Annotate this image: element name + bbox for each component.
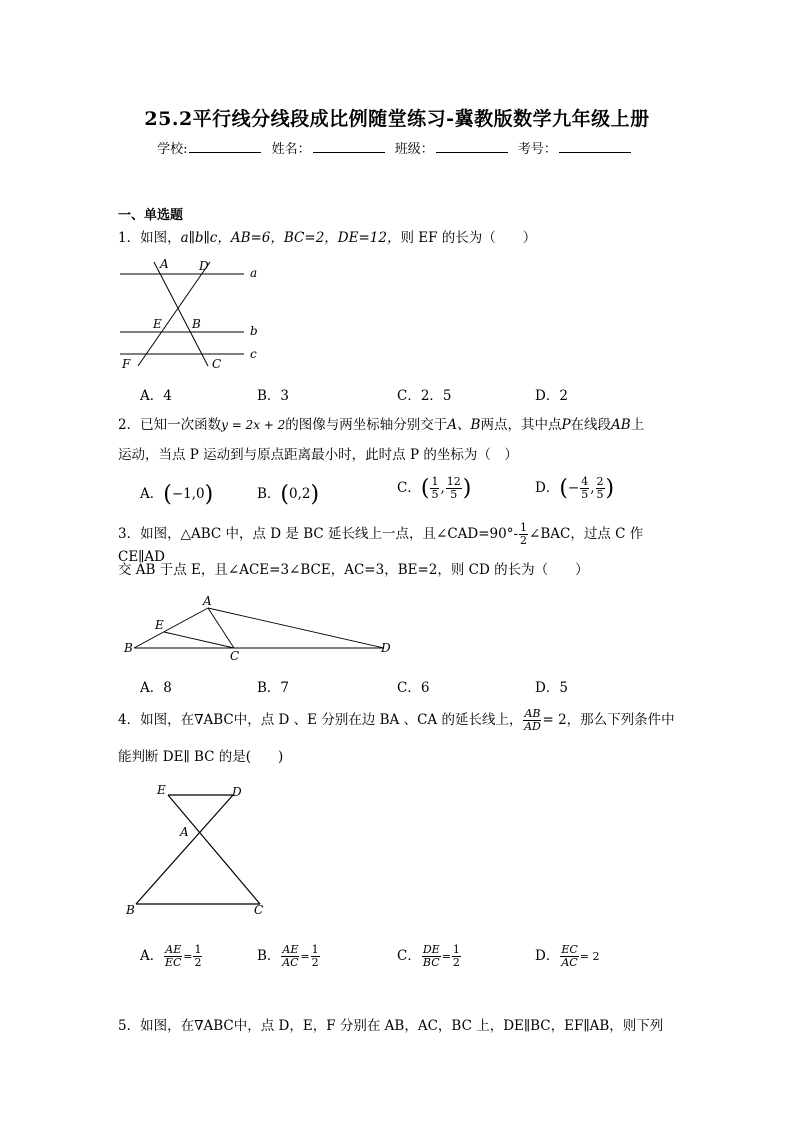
- option-value: 0,2: [289, 486, 311, 502]
- label-A: A: [203, 594, 212, 608]
- fraction: [311, 944, 320, 969]
- q1-option-c[interactable]: C．2．5: [397, 388, 452, 404]
- id-blank[interactable]: [559, 139, 631, 153]
- fraction: [281, 944, 299, 969]
- label-D: D: [199, 259, 209, 273]
- numerator: 1: [194, 943, 202, 956]
- numerator: 2: [596, 475, 604, 488]
- q4-text-b: = 2，那么下列条件中: [542, 712, 675, 728]
- fraction: [446, 476, 462, 501]
- fraction: [452, 944, 461, 969]
- option-label: D．: [535, 480, 560, 496]
- label-C: C: [230, 649, 240, 662]
- label-B: B: [126, 903, 135, 917]
- label-A: A: [160, 257, 169, 271]
- numerator: 1: [311, 943, 319, 956]
- q2-text-e: P: [561, 417, 571, 433]
- option-label: D．: [535, 948, 560, 964]
- paren-right: ): [462, 476, 472, 501]
- numerator: 1: [452, 943, 460, 956]
- q3-text-b: ∠BAC，过点 C 作 CE∥AD: [118, 526, 644, 565]
- name-label: 姓名：: [271, 142, 311, 157]
- option-label: C．: [397, 480, 421, 496]
- q2-option-c[interactable]: C．( $\frac{1}{5}$ , $\frac{12}{5}$ ): [397, 475, 472, 501]
- q1-option-b[interactable]: B．3: [257, 388, 290, 404]
- fraction: [430, 476, 439, 501]
- question-4-text: [118, 708, 683, 733]
- label-B: B: [124, 641, 133, 655]
- numerator: 4: [581, 475, 589, 488]
- question-number: 1．: [118, 230, 141, 246]
- equals: =: [441, 950, 451, 963]
- label-C: C: [212, 357, 222, 371]
- fraction: [580, 476, 589, 501]
- q2-text-b: 的图像与两坐标轴分别交于: [285, 417, 448, 433]
- q2-text-d: 两点，其中点: [480, 417, 562, 433]
- denominator: 5: [450, 488, 458, 501]
- q3-text-a: 3．如图，△ABC 中，点 D 是 BC 延长线上一点，且∠CAD=90°-: [118, 526, 519, 542]
- question-1-text: [118, 228, 683, 248]
- q2-text-f: 在线段: [570, 417, 612, 433]
- numerator: EC: [561, 943, 578, 956]
- class-blank[interactable]: [436, 139, 508, 153]
- option-label: A．: [140, 486, 164, 502]
- fraction: [523, 708, 541, 733]
- question-2-line2: 运动，当点 P 运动到与原点距离最小时，此时点 P 的坐标为（ ）: [118, 447, 518, 463]
- paren-right: ): [204, 482, 214, 507]
- student-info-line: [0, 138, 794, 157]
- equals: =: [183, 950, 193, 963]
- q4-text-a: 4．如图，在∇ABC中，点 D 、E 分别在边 BA 、CA 的延长线上，: [118, 712, 523, 728]
- q2-option-d[interactable]: D．(− $\frac{4}{5}$ , $\frac{2}{5}$ ): [535, 475, 615, 501]
- numerator: AE: [282, 943, 299, 956]
- q2-function: y = 2x + 2: [221, 418, 286, 432]
- q4-option-a[interactable]: [140, 944, 203, 969]
- paren-left: (: [280, 482, 290, 507]
- question-4-figure: [120, 780, 280, 920]
- paren-left: (: [559, 476, 568, 501]
- question-5-text: 5．如图，在∇ABC中，点 D，E，F 分别在 AB，AC，BC 上，DE∥BC，EF∥AB，则下列: [118, 1018, 664, 1034]
- label-A: A: [180, 825, 189, 839]
- denominator: 2: [194, 956, 202, 969]
- q1-option-d[interactable]: D．2: [535, 388, 568, 404]
- numerator: AB: [524, 707, 541, 720]
- q2-text-g: AB: [611, 417, 631, 433]
- label-D: D: [381, 641, 391, 655]
- question-3-line2: 交 AB 于点 E，且∠ACE=3∠BCE，AC=3，BE=2，则 CD 的长为（ ）: [118, 562, 589, 578]
- label-c: c: [250, 347, 257, 361]
- fraction: [560, 944, 578, 969]
- school-label: 学校:: [157, 142, 188, 157]
- option-value: −1,0: [171, 486, 205, 502]
- paren-right: ): [605, 476, 615, 501]
- question-4-line2: 能判断 DE∥ BC 的是( ): [118, 749, 284, 765]
- denominator: AC: [282, 956, 299, 969]
- label-E: E: [155, 618, 164, 632]
- q2-text-c: A、B: [447, 417, 481, 433]
- q4-option-b[interactable]: [257, 944, 321, 969]
- fraction: [596, 476, 605, 501]
- question-1-pre: 如图，: [140, 230, 181, 246]
- equals: =: [300, 950, 310, 963]
- question-1-figure: [112, 254, 262, 374]
- q4-option-c[interactable]: [397, 944, 462, 969]
- option-label: B．: [257, 486, 281, 502]
- denominator: BC: [422, 956, 440, 969]
- q3-option-b[interactable]: B．7: [257, 680, 290, 696]
- section-title: 一、单选题: [118, 208, 184, 223]
- denominator: 2: [311, 956, 319, 969]
- label-F: F: [122, 357, 131, 371]
- label-E: E: [153, 317, 162, 331]
- question-2-text: [118, 415, 683, 435]
- equals: = 2: [579, 950, 600, 963]
- denominator: 5: [431, 488, 439, 501]
- q3-option-a[interactable]: A．8: [140, 680, 172, 696]
- q2-option-a[interactable]: [140, 482, 213, 507]
- fraction: [193, 944, 202, 969]
- name-blank[interactable]: [313, 139, 385, 153]
- numerator: DE: [422, 943, 440, 956]
- denominator: 5: [581, 488, 589, 501]
- question-3-figure: [120, 592, 410, 662]
- page-title: 25.2平行线分线段成比例随堂练习-冀教版数学九年级上册: [144, 108, 650, 130]
- denominator: 2: [520, 534, 528, 547]
- label-b: b: [250, 324, 258, 338]
- option-label: B．: [257, 948, 281, 964]
- q2-text-h: 上: [630, 417, 645, 433]
- q2-option-b[interactable]: [257, 482, 319, 507]
- q1-option-a[interactable]: A．4: [140, 388, 172, 404]
- q3-option-c[interactable]: C．6: [397, 680, 430, 696]
- paren-left: (: [420, 476, 430, 501]
- label-B: B: [192, 317, 201, 331]
- school-blank[interactable]: [189, 139, 261, 153]
- numerator: 12: [446, 475, 461, 488]
- paren-right: ): [310, 482, 320, 507]
- denominator: 2: [452, 956, 460, 969]
- label-E: E: [157, 783, 166, 797]
- minus-sign: −: [567, 480, 580, 496]
- denominator: 5: [596, 488, 604, 501]
- denominator: EC: [165, 956, 182, 969]
- q3-option-d[interactable]: D．5: [535, 680, 568, 696]
- label-C: C: [254, 903, 264, 917]
- label-D: D: [232, 785, 242, 799]
- question-1-condition: a∥b∥c，AB=6，BC=2，DE=12，: [180, 230, 401, 246]
- numerator: AE: [165, 943, 182, 956]
- question-1-post: 则 EF 的长为（ ）: [400, 230, 537, 246]
- denominator: AD: [524, 720, 541, 733]
- q4-option-d[interactable]: [535, 944, 600, 969]
- class-label: 班级：: [394, 142, 434, 157]
- numerator: 1: [520, 521, 528, 534]
- denominator: AC: [561, 956, 578, 969]
- fraction: [519, 522, 528, 547]
- option-label: C．: [397, 948, 421, 964]
- numerator: 1: [431, 475, 439, 488]
- q2-text-a: 2．已知一次函数: [118, 417, 222, 433]
- paren-left: (: [163, 482, 172, 507]
- option-label: A．: [140, 948, 164, 964]
- id-label: 考号：: [517, 142, 557, 157]
- fraction: [164, 944, 182, 969]
- label-a: a: [250, 266, 258, 280]
- fraction: [422, 944, 441, 969]
